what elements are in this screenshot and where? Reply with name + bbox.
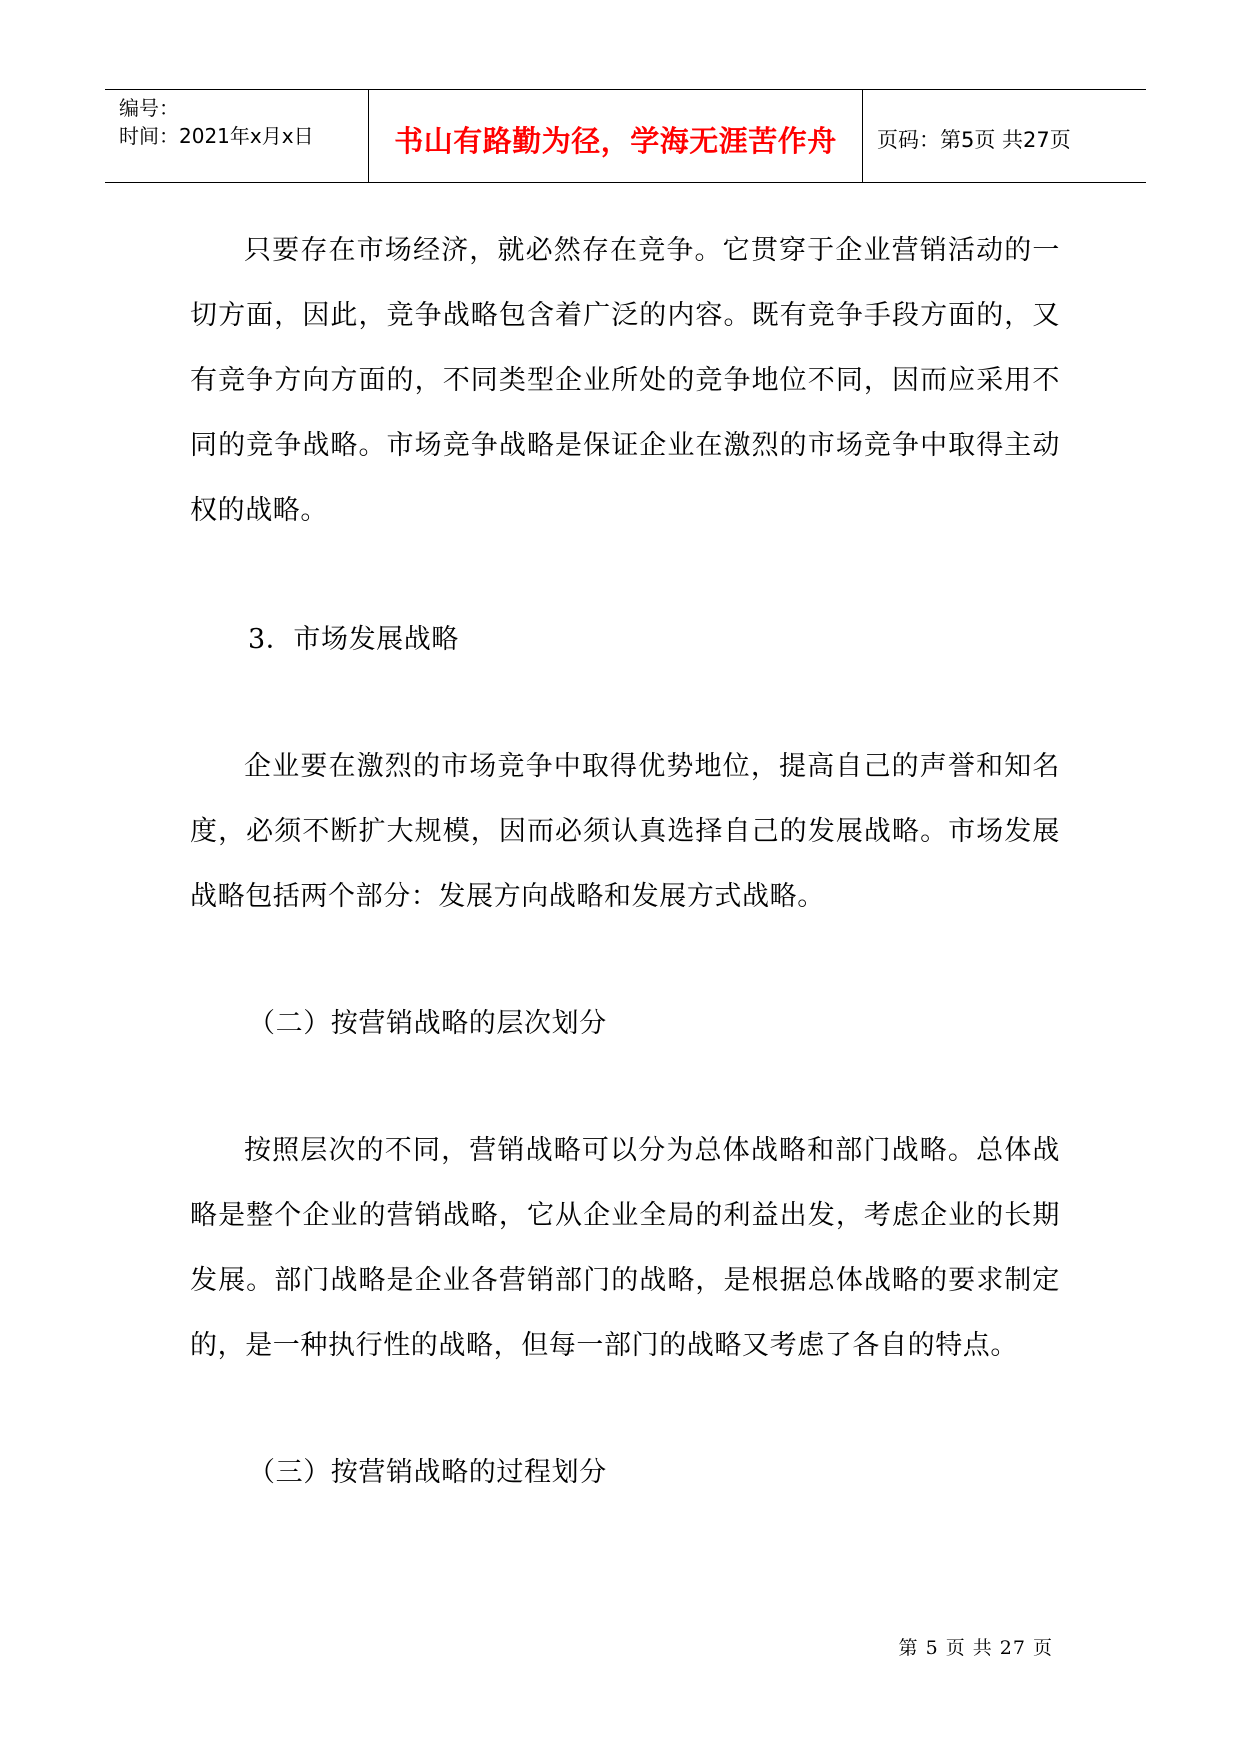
document-body: [190, 218, 1060, 1505]
section-heading-by-level: （二）按营销战略的层次划分: [248, 1008, 607, 1039]
header-page-info: 页码：第5页 共27页: [877, 128, 1071, 152]
document-number-label: 编号：: [119, 96, 179, 120]
header-page-cell: [863, 90, 1146, 182]
body-paragraph-competition: 只要存在市场经济，就必然存在竞争。它贯穿于企业营销活动的一切方面，因此，竞争战略包含着广泛的内容。既有竞争手段方面的，又有竞争方向方面的，不同类型企业所处的竞争地位不同，因而应采用不同的竞争战略。市场竞争战略是保证企业在激烈的市场竞争中取得主动权的战略。: [190, 235, 1060, 526]
body-paragraph-development: 企业要在激烈的市场竞争中取得优势地位，提高自己的声誉和知名度，必须不断扩大规模，因而必须认真选择自己的发展战略。市场发展战略包括两个部分：发展方向战略和发展方式战略。: [190, 751, 1060, 912]
section-heading-market-development: 3．市场发展战略: [248, 624, 459, 655]
header-motto-cell: [369, 90, 863, 182]
header-meta-cell: [105, 90, 369, 182]
section-heading-by-process: （三）按营销战略的过程划分: [248, 1457, 607, 1488]
page-footer: 第 5 页 共 27 页: [898, 1637, 1053, 1659]
spacer: [190, 672, 1060, 734]
spacer: [190, 1378, 1060, 1440]
document-time-label: 时间：2021年x月x日: [119, 124, 314, 148]
spacer: [190, 543, 1060, 607]
spacer: [190, 929, 1060, 991]
body-paragraph-levels: 按照层次的不同，营销战略可以分为总体战略和部门战略。总体战略是整个企业的营销战略，它从企业全局的利益出发，考虑企业的长期发展。部门战略是企业各营销部门的战略，是根据总体战略的要求制定的，是一种执行性的战略，但每一部门的战略又考虑了各自的特点。: [190, 1135, 1060, 1361]
page-header: [105, 89, 1146, 183]
spacer: [190, 1056, 1060, 1118]
header-motto: 书山有路勤为径，学海无涯苦作舟: [394, 123, 837, 158]
